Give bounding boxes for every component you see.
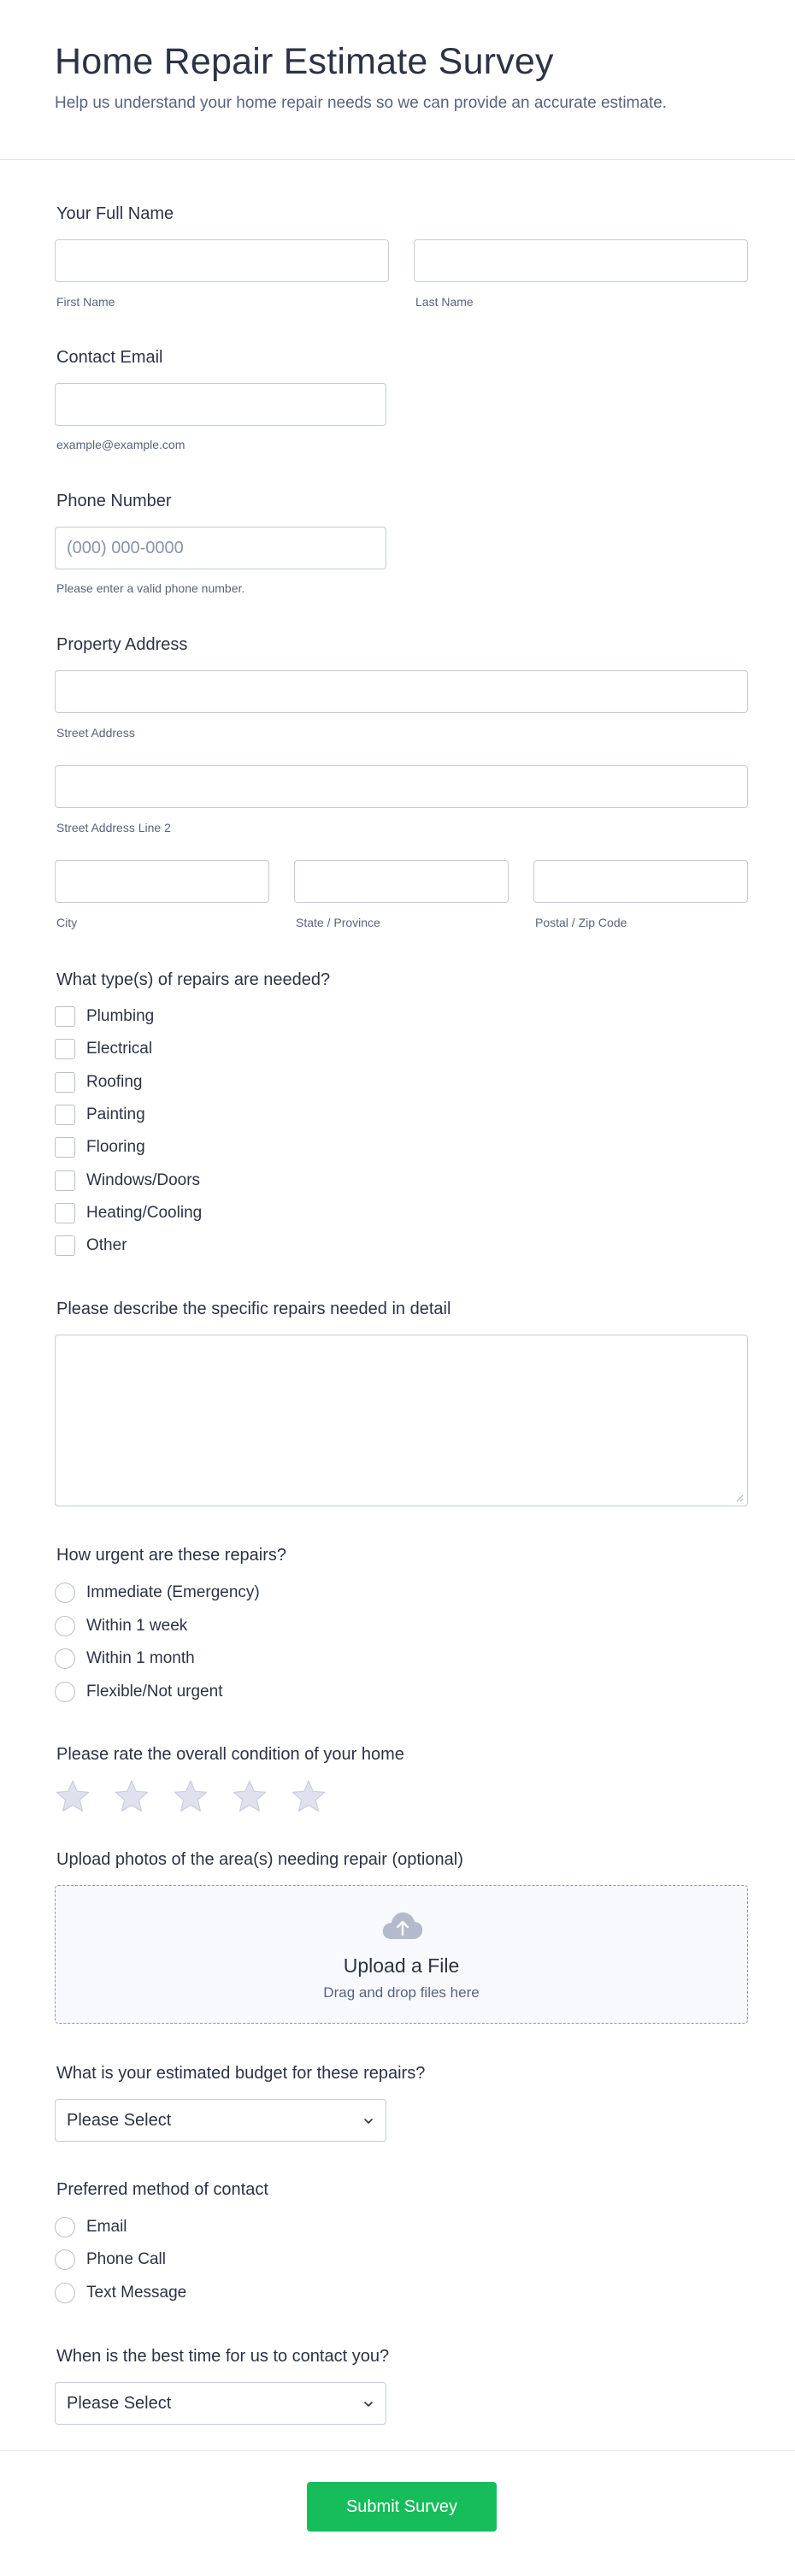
state-input[interactable] [295, 861, 508, 902]
repair-type-option-label: Flooring [86, 1138, 145, 1157]
checkbox[interactable] [55, 1072, 75, 1093]
radio-button[interactable] [55, 2217, 75, 2237]
repair-type-option[interactable] [55, 1006, 397, 1029]
header-divider [0, 159, 795, 160]
full-name-label: Your Full Name [56, 204, 174, 223]
star-icon[interactable] [55, 1778, 91, 1814]
checkbox[interactable] [55, 1137, 75, 1158]
star-icon[interactable] [291, 1778, 327, 1814]
urgency-option[interactable] [55, 1616, 397, 1638]
first-name-input[interactable] [56, 240, 388, 281]
repair-type-option-label: Heating/Cooling [86, 1203, 203, 1222]
contact-method-option[interactable] [55, 2283, 397, 2305]
page-title: Home Repair Estimate Survey [55, 41, 554, 82]
urgency-label: How urgent are these repairs? [56, 1546, 287, 1565]
street-address-2-input[interactable] [56, 766, 747, 807]
checkbox[interactable] [55, 1039, 75, 1059]
checkbox[interactable] [55, 1203, 75, 1223]
urgency-option[interactable] [55, 1583, 397, 1605]
contact-time-label: When is the best time for us to contact you? [56, 2347, 390, 2366]
repair-type-option-label: Electrical [86, 1040, 153, 1058]
resize-handle-icon[interactable] [735, 1494, 744, 1502]
urgency-option-label: Within 1 month [86, 1649, 195, 1668]
last-name-input[interactable] [415, 240, 747, 281]
budget-select-value: Please Select [67, 2111, 172, 2130]
description-label: Please describe the specific repairs needed in detail [56, 1300, 451, 1318]
upload-title: Upload a File [343, 1954, 460, 1977]
contact-method-option-label: Text Message [86, 2283, 187, 2302]
zip-field[interactable] [533, 860, 748, 903]
contact-method-option-label: Phone Call [86, 2250, 166, 2269]
email-field[interactable] [55, 383, 386, 426]
file-upload-dropzone[interactable] [55, 1885, 748, 2024]
budget-select[interactable] [55, 2099, 386, 2142]
last-name-sublabel: Last Name [415, 295, 474, 309]
contact-method-option[interactable] [55, 2249, 397, 2272]
star-icon[interactable] [232, 1778, 268, 1814]
urgency-option[interactable] [55, 1682, 397, 1704]
budget-label: What is your estimated budget for these repairs? [56, 2064, 426, 2083]
email-label: Contact Email [56, 348, 163, 367]
checkbox[interactable] [55, 1105, 75, 1125]
state-sublabel: State / Province [296, 916, 380, 929]
repair-type-option-label: Windows/Doors [86, 1170, 201, 1189]
phone-sublabel: Please enter a valid phone number. [56, 581, 245, 595]
urgency-option[interactable] [55, 1648, 397, 1671]
repair-type-option-label: Painting [86, 1105, 145, 1123]
rating-label: Please rate the overall condition of your home [56, 1745, 404, 1764]
state-field[interactable] [294, 860, 509, 903]
contact-method-option[interactable] [55, 2217, 397, 2239]
repair-type-option[interactable] [55, 1170, 397, 1193]
radio-button[interactable] [55, 2283, 75, 2303]
street-address-sublabel: Street Address [56, 726, 135, 740]
cloud-upload-icon [381, 1910, 424, 1941]
address-label: Property Address [56, 635, 188, 654]
street-address-input[interactable] [56, 671, 747, 712]
radio-button[interactable] [55, 1648, 75, 1669]
repair-type-option-label: Plumbing [86, 1007, 155, 1025]
repair-type-option-label: Roofing [86, 1072, 143, 1091]
star-icon[interactable] [173, 1778, 209, 1814]
phone-input[interactable] [56, 528, 386, 569]
contact-time-select[interactable] [55, 2382, 386, 2425]
street-address-field[interactable] [55, 670, 748, 713]
radio-button[interactable] [55, 1682, 75, 1702]
description-textarea[interactable] [55, 1335, 748, 1506]
star-icon[interactable] [114, 1778, 150, 1814]
footer-divider [0, 2450, 795, 2451]
radio-button[interactable] [55, 2249, 75, 2270]
checkbox[interactable] [55, 1170, 75, 1191]
contact-method-option-label: Email [86, 2218, 127, 2236]
contact-time-select-value: Please Select [67, 2394, 172, 2413]
street-address-2-field[interactable] [55, 765, 748, 808]
first-name-field[interactable] [55, 239, 389, 282]
urgency-option-label: Immediate (Emergency) [86, 1583, 260, 1601]
phone-label: Phone Number [56, 492, 172, 510]
repair-type-option[interactable] [55, 1105, 397, 1127]
contact-method-label: Preferred method of contact [56, 2180, 268, 2199]
repair-type-option[interactable] [55, 1072, 397, 1094]
chevron-down-icon [362, 2114, 375, 2128]
urgency-option-label: Flexible/Not urgent [86, 1683, 223, 1701]
email-input[interactable] [56, 384, 386, 425]
submit-button[interactable]: Submit Survey [307, 2482, 497, 2532]
first-name-sublabel: First Name [56, 295, 115, 309]
page-subtitle: Help us understand your home repair needs so we can provide an accurate estimate. [55, 94, 668, 112]
checkbox[interactable] [55, 1235, 75, 1256]
repair-type-option[interactable] [55, 1203, 397, 1225]
repair-types-label: What type(s) of repairs are needed? [56, 970, 331, 989]
email-sublabel: example@example.com [56, 438, 186, 451]
upload-subtitle: Drag and drop files here [323, 1984, 480, 2001]
street-address-2-sublabel: Street Address Line 2 [56, 821, 171, 834]
repair-type-option[interactable] [55, 1235, 397, 1258]
city-input[interactable] [56, 861, 268, 902]
phone-field[interactable] [55, 527, 386, 569]
zip-input[interactable] [534, 861, 747, 902]
city-sublabel: City [56, 916, 78, 929]
radio-button[interactable] [55, 1616, 75, 1636]
repair-type-option[interactable] [55, 1039, 397, 1061]
repair-type-option[interactable] [55, 1137, 397, 1159]
chevron-down-icon [362, 2397, 375, 2411]
zip-sublabel: Postal / Zip Code [535, 916, 627, 929]
upload-label: Upload photos of the area(s) needing repair (optional) [56, 1850, 463, 1869]
city-field[interactable] [55, 860, 269, 903]
radio-button[interactable] [55, 1583, 75, 1603]
repair-type-option-label: Other [86, 1236, 127, 1255]
urgency-option-label: Within 1 week [86, 1616, 188, 1635]
last-name-field[interactable] [414, 239, 748, 282]
checkbox[interactable] [55, 1006, 75, 1027]
